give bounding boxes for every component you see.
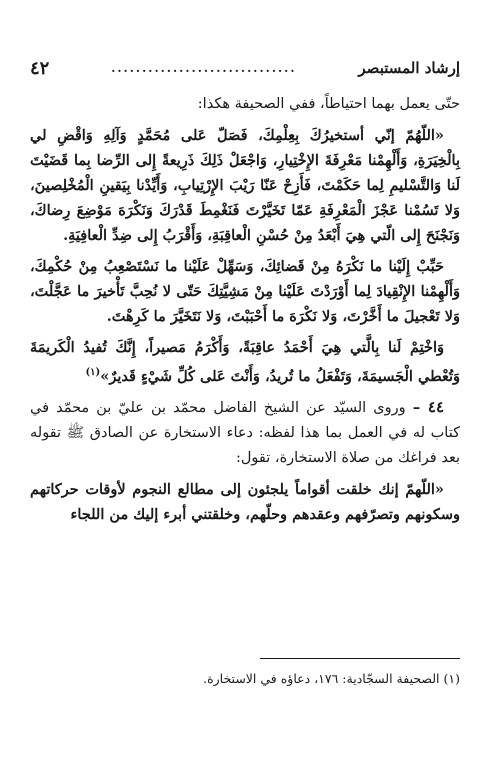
supplication-text-1: «اللّهُمّ إنّي أستخيرُكَ بِعِلْمِكَ، فَصَلّ عَلى مُحَمَّدٍ وَآلِهِ وَاقْضِ لي بِالْخِيَرَةِ، وَأَلْهِمْنا مَعْرِفَةَ الإِخْتِيارِ، وَاجْعَلْ ذَلِكَ ذَرِيعةً إِلى الرِّضا بِما قَضَيْتَ لَنا وَالتَّسْليمِ لِما حَكَمْتَ، فَأَزِحْ عَنّا رَيْبَ الإِرْتِيابِ، وَأَيِّدْنا بِيَقينِ الْمُخْلِصينَ، وَلا تَسُمْنا عَجْزَ الْمَعْرِفَةِ عَمّا تَخَيَّرْتَ فَنَغْمِطَ قَدْرَكَ وَنَكْرَهَ مَوْضِعَ رِضاكَ، وَنَجْنَحَ إِلى الّتي هِيَ أَبْعَدُ مِنْ حُسْنِ الْعاقِبَةِ، وَأَقْرَبُ إِلى ضِدِّ الْعافِيَةِ. xyxy=(30,127,460,244)
narration-text: وروى السيّد عن الشيخ الفاضل محمّد بن عليّ بن محمّد في كتاب له في العمل بما هذا لفظه: دعاء الاستخارة عن الصادق ﷺ تقوله بعد فراغك من صلاة الاستخارة، تقول: xyxy=(30,399,460,466)
narration-paragraph xyxy=(30,395,460,471)
supplication-paragraph-1 xyxy=(30,123,460,248)
footnote-reference: (١) xyxy=(85,367,101,378)
leader-dots: .............................. xyxy=(111,61,297,75)
supplication-paragraph-3 xyxy=(30,335,460,389)
page-header xyxy=(30,56,460,80)
supplication-paragraph-4 xyxy=(30,477,460,527)
intro-line xyxy=(30,92,460,117)
supplication-paragraph-2 xyxy=(30,254,460,329)
supplication-text-2: حَبِّبْ إِلَيْنا ما نَكْرَهُ مِنْ قَضائِكَ، وَسَهِّلْ عَلَيْنا ما نَسْتَصْعِبُ مِنْ حُكْمِكَ، وَأَلْهِمْنا الإِنْقِيادَ لِما أَوْرَدْتَ عَلَيْنا مِنْ مَشِيَّتِكَ حَتّى لا نُحِبَّ تَأْخيرَ ما عَجَّلْتَ، وَلا تَعْجيلَ ما أَخَّرْتَ، وَلا نَكْرَهَ ما أَحْبَبْتَ، وَلا نَتَخَيَّرَ ما كَرِهْتَ. xyxy=(30,258,460,325)
intro-text: حتّى يعمل بهما احتياطاً، ففي الصحيفة هكذا: xyxy=(197,96,460,112)
page-body xyxy=(30,92,460,533)
page-number: ٤٢ xyxy=(30,57,50,79)
footnote-divider xyxy=(260,658,460,659)
item-number: ٤٤ – xyxy=(412,397,445,416)
supplication-text-4: «اللّهمّ إنك خلقت أقواماً يلجئون إلى مطالع النجوم لأوقات حركاتهم وسكونهم وتصرّفهم وعقدهم وحلّهم، وخلقتني أبرء إليك من اللجاء xyxy=(30,480,460,523)
running-title: إرشاد المستبصر xyxy=(358,59,460,77)
footnote: (١) الصحيفة السجّادية: ١٧٦، دعاؤه في الاستخارة. xyxy=(203,671,460,686)
supplication-text-3: وَاخْتِمْ لَنا بِالَّتي هِيَ أَحْمَدُ عاقِبَةً، وَأَكْرَمُ مَصيراً، إِنَّكَ تُفيدُ الْكَريمَةَ وَتُعْطي الْجَسيمَةَ، وَتَفْعَلُ ما تُريدُ، وَأَنْتَ عَلى كُلِّ شَيْءٍ قَديرٌ» xyxy=(30,339,460,385)
